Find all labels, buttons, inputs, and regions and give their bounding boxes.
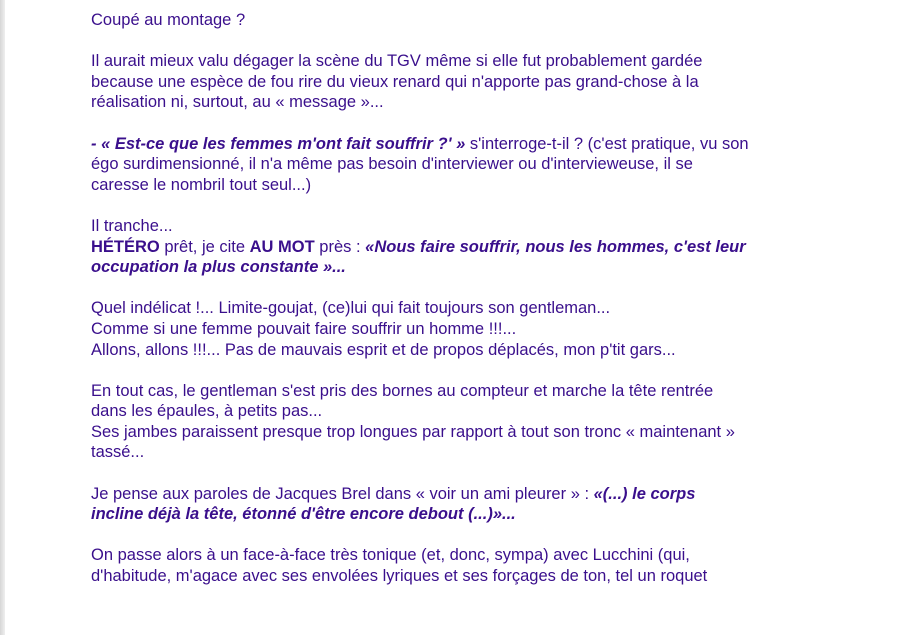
text-line: d'habitude, m'agace avec ses envolées lyriques et ses forçages de ton, tel un roquet: [91, 567, 708, 586]
text-line: Il tranche...: [91, 216, 173, 235]
text-line: Ses jambes paraissent presque trop longues par rapport à tout son tronc « maintenant »: [91, 422, 735, 441]
text-line: réalisation ni, surtout, au « message »...: [91, 93, 384, 112]
text-line: [91, 237, 831, 258]
paragraph-8: [91, 545, 831, 586]
bold-emphasis: AU MOT: [249, 237, 315, 256]
text-line: because une espèce de fou rire du vieux renard qui n'apporte pas grand-chose à la: [91, 72, 699, 91]
text-run: s'interroge-t-il ? (c'est pratique, vu son: [465, 134, 749, 153]
paragraph-7: [91, 484, 831, 525]
text-line: égo surdimensionné, il n'a même pas besoin d'interviewer ou d'intervieweuse, il se: [91, 155, 693, 174]
article-text: [91, 10, 831, 587]
text-line: On passe alors à un face-à-face très tonique (et, donc, sympa) avec Lucchini (qui,: [91, 546, 690, 565]
quote-emphasis: «(...) le corps: [593, 484, 696, 503]
page-left-edge: [0, 0, 5, 635]
text-line: caresse le nombril tout seul...): [91, 175, 312, 194]
quote-emphasis: occupation la plus constante »...: [91, 258, 346, 277]
text-run: près :: [314, 237, 366, 256]
text-line: Comme si une femme pouvait faire souffrir un homme !!!...: [91, 319, 517, 338]
quote-emphasis: - « Est-ce que les femmes m'ont fait souffrir ?' »: [91, 134, 466, 153]
text-line: Coupé au montage ?: [91, 11, 246, 29]
text-run: prêt, je cite: [159, 237, 250, 256]
text-line: Il aurait mieux valu dégager la scène du TGV même si elle fut probablement gardée: [91, 52, 703, 71]
text-run: Je pense aux paroles de Jacques Brel dans « voir un ami pleurer » :: [91, 484, 594, 503]
paragraph-6: [91, 381, 831, 463]
text-line: dans les épaules, à petits pas...: [91, 402, 323, 421]
quote-emphasis: «Nous faire souffrir, nous les hommes, c'est leur: [365, 237, 746, 256]
paragraph-2: [91, 51, 831, 113]
text-line: tassé...: [91, 443, 145, 462]
text-line: [91, 484, 831, 505]
paragraph-3: [91, 134, 831, 196]
paragraph-4: [91, 216, 831, 278]
text-line: Quel indélicat !... Limite-goujat, (ce)lui qui fait toujours son gentleman...: [91, 299, 611, 318]
text-line: [91, 134, 831, 155]
text-line: En tout cas, le gentleman s'est pris des bornes au compteur et marche la tête rentrée: [91, 381, 714, 400]
text-line: Allons, allons !!!... Pas de mauvais esprit et de propos déplacés, mon p'tit gars...: [91, 340, 676, 359]
bold-emphasis: HÉTÉRO: [91, 237, 160, 256]
paragraph-1: [91, 10, 831, 31]
quote-emphasis: incline déjà la tête, étonné d'être encore debout (...)»...: [91, 505, 516, 524]
paragraph-5: [91, 298, 831, 360]
